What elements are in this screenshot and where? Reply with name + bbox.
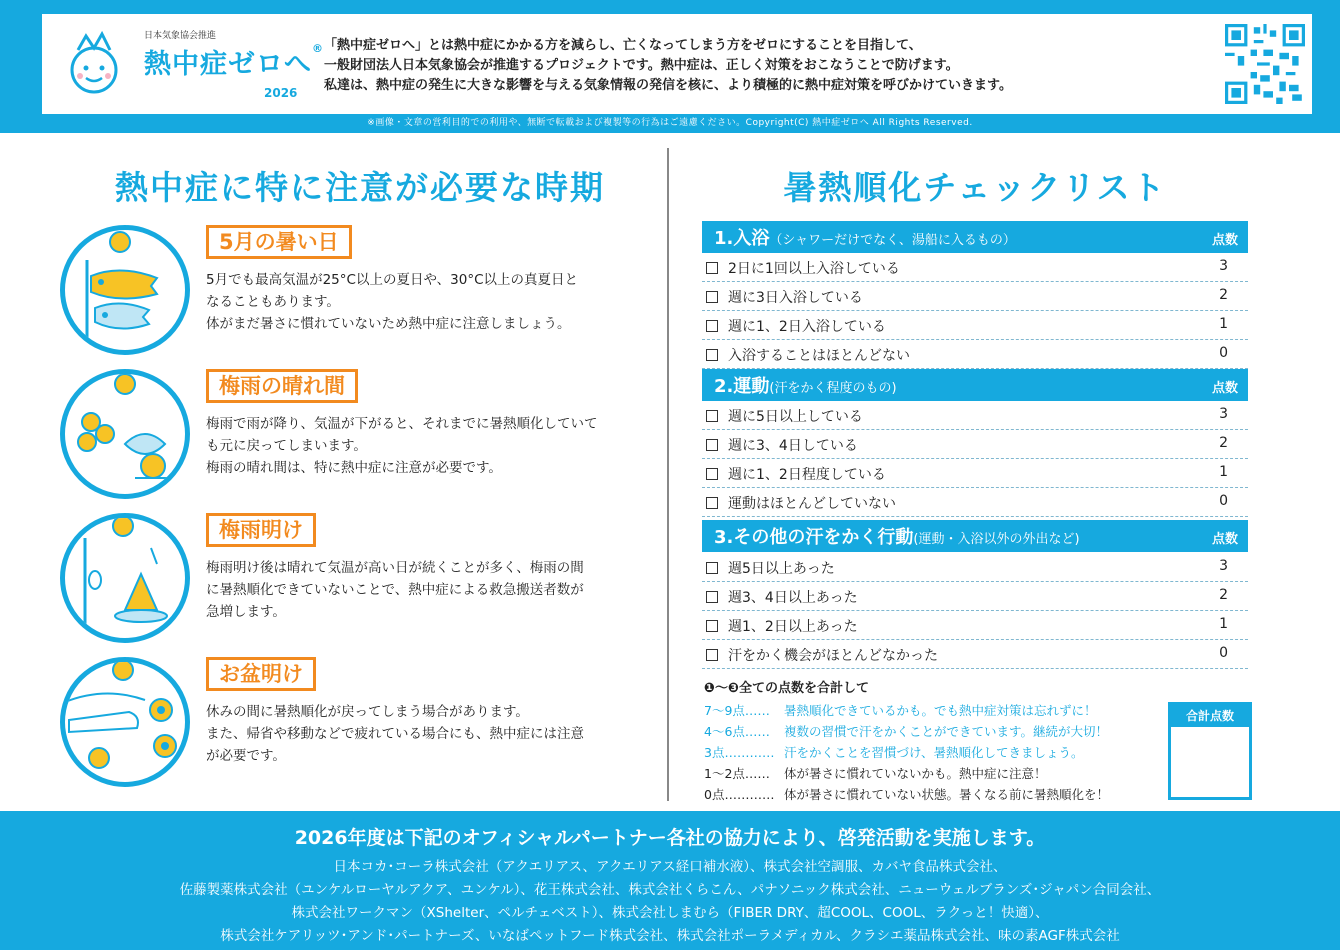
points-header: 点数: [1211, 233, 1238, 248]
section-bathing-header: [702, 221, 1248, 253]
checkbox[interactable]: [706, 562, 718, 574]
checkbox[interactable]: [706, 649, 718, 661]
logo-sub: 日本気象協会推進: [144, 31, 217, 41]
period-desc: [206, 269, 656, 335]
period-may: [60, 225, 660, 365]
partners-heading: 2026年度は下記のオフィシャルパートナー各社の協力により、啓発活動を実施します。: [294, 827, 1046, 849]
row-score: 1: [1219, 464, 1228, 480]
row-score: 2: [1219, 287, 1228, 303]
train-sunflower-icon: [60, 657, 190, 787]
section-title-text: 1.入浴: [714, 228, 770, 249]
partners-line: 株式会社ケアリッツ･アンド･パートナーズ、いなばペットフード株式会社、株式会社ポーラメディカル、クラシエ薬品株式会社、味の素AGF株式会社: [220, 928, 1120, 944]
period-desc-line: 梅雨の晴れ間は、特に熱中症に注意が必要です。: [206, 460, 502, 476]
section-note: (運動・入浴以外の外出など): [913, 532, 1080, 547]
left-title: 熱中症に特に注意が必要な時期: [115, 168, 605, 207]
row-label: 週に1、2日入浴している: [728, 319, 886, 335]
row-score: 1: [1219, 616, 1228, 632]
row-score: 3: [1219, 258, 1228, 274]
registered-mark: ®: [312, 42, 324, 55]
section-note: （シャワーだけでなく、湯船に入るもの）: [769, 233, 1016, 248]
total-score-label: 合計点数: [1171, 705, 1249, 727]
section-title: [714, 224, 1016, 250]
checkbox[interactable]: [706, 620, 718, 632]
row-label: 週5日以上あった: [728, 561, 835, 577]
row-score: 0: [1219, 345, 1228, 361]
checklist-row[interactable]: [702, 640, 1248, 669]
intro-line: 「熱中症ゼロへ」とは熱中症にかかる方を減らし、亡くなってしまう方をゼロにすることを目指して、: [324, 38, 922, 53]
period-rainy-end: [60, 513, 660, 653]
mascot-icon: [64, 24, 128, 104]
checklist-row[interactable]: [702, 311, 1248, 340]
checkbox[interactable]: [706, 468, 718, 480]
checkbox[interactable]: [706, 439, 718, 451]
row-score: 2: [1219, 587, 1228, 603]
row-score: 0: [1219, 493, 1228, 509]
row-label: 週に3日入浴している: [728, 290, 863, 306]
row-label: 週1、2日以上あった: [728, 619, 858, 635]
partners-footer: [0, 811, 1340, 950]
period-desc-line: 休みの間に暑熱順化が戻ってしまう場合があります。: [206, 704, 529, 720]
row-score: 2: [1219, 435, 1228, 451]
checklist-row[interactable]: [702, 582, 1248, 611]
result-line: [704, 743, 1084, 761]
row-score: 3: [1219, 406, 1228, 422]
result-line: [704, 764, 1047, 782]
section-title-text: 2.運動: [714, 376, 770, 397]
period-desc-line: 体がまだ暑さに慣れていないため熱中症に注意しましょう。: [206, 316, 571, 332]
period-desc-line: も元に戻ってしまいます。: [206, 438, 367, 454]
section-exercise-header: [702, 369, 1248, 401]
period-desc-line: 梅雨で雨が降り、気温が下がると、それまでに暑熱順化していて: [206, 416, 598, 432]
result-range: 1～2点……: [704, 766, 770, 781]
period-obon-end: [60, 657, 660, 797]
period-desc: [206, 413, 656, 479]
section-note: (汗をかく程度のもの): [769, 381, 897, 396]
watermelon-beetle-icon: [60, 513, 190, 643]
checkbox[interactable]: [706, 497, 718, 509]
checklist-row[interactable]: [702, 401, 1248, 430]
total-score-box[interactable]: [1168, 702, 1252, 800]
checklist-row[interactable]: [702, 611, 1248, 640]
row-label: 2日に1回以上入浴している: [728, 261, 900, 277]
period-label: お盆明け: [206, 657, 316, 691]
section-other-header: [702, 520, 1248, 552]
header-box: [42, 14, 1312, 114]
period-desc: [206, 557, 656, 623]
intro-text: [324, 36, 1204, 96]
partners-line: 株式会社ワークマン（XShelter、ペルチェベスト）、株式会社しまむら（FIBER DRY、超COOL、COOL、ラクっと！快適）、: [291, 905, 1049, 921]
checkbox[interactable]: [706, 291, 718, 303]
result-text: 体が暑さに慣れていない状態。暑くなる前に暑熱順化を！: [784, 787, 1110, 802]
period-desc-line: に暑熱順化できていないことで、熱中症による救急搬送者数が: [206, 582, 584, 598]
qr-code-icon[interactable]: [1225, 24, 1305, 104]
intro-line: 一般財団法人日本気象協会が推進するプロジェクトです。熱中症は、正しく対策をおこなうことで防げます。: [324, 58, 959, 73]
points-header: 点数: [1211, 532, 1238, 547]
result-range: 3点…………: [704, 745, 775, 760]
row-label: 週に5日以上している: [728, 409, 863, 425]
period-rainy-break: [60, 369, 660, 509]
row-score: 3: [1219, 558, 1228, 574]
section-title: [714, 372, 897, 398]
checklist-title: 暑熱順化チェックリスト: [783, 168, 1167, 207]
checklist-row[interactable]: [702, 430, 1248, 459]
section-title-text: 3.その他の汗をかく行動: [714, 527, 914, 548]
result-text: 複数の習慣で汗をかくことができています。継続が大切！: [784, 724, 1109, 739]
logo-title: [144, 42, 324, 81]
checklist-row[interactable]: [702, 253, 1248, 282]
logo: [64, 24, 324, 108]
result-text: 体が暑さに慣れていないかも。熱中症に注意！: [784, 766, 1047, 781]
checklist-row[interactable]: [702, 553, 1248, 582]
sum-instruction: ❶～❸全ての点数を合計して: [704, 681, 870, 696]
result-line: [704, 701, 1097, 719]
period-desc-line: なることもあります。: [206, 294, 340, 310]
result-range: 4～6点……: [704, 724, 770, 739]
period-desc: [206, 701, 656, 767]
period-desc-line: 梅雨明け後は晴れて気温が高い日が続くことが多く、梅雨の間: [206, 560, 584, 576]
result-line: [704, 722, 1108, 740]
checkbox[interactable]: [706, 349, 718, 361]
row-label: 週に1、2日程度している: [728, 467, 886, 483]
period-desc-line: また、帰省や移動などで疲れている場合にも、熱中症には注意: [206, 726, 584, 742]
row-score: 1: [1219, 316, 1228, 332]
hydrangea-snail-icon: [60, 369, 190, 499]
row-label: 週に3、4日している: [728, 438, 858, 454]
checklist-row[interactable]: [702, 340, 1248, 369]
carp-streamer-icon: [60, 225, 190, 355]
section-title: [714, 523, 1080, 549]
logo-year: 2026: [264, 86, 298, 100]
row-score: 0: [1219, 645, 1228, 661]
partners-line: 日本コカ･コーラ株式会社（アクエリアス、アクエリアス経口補水液）、株式会社空調服、カバヤ食品株式会社、: [333, 859, 1007, 875]
checklist-row[interactable]: [702, 459, 1248, 488]
row-label: 汗をかく機会がほとんどなかった: [728, 648, 938, 664]
checklist-row[interactable]: [702, 282, 1248, 311]
logo-title-text: 熱中症ゼロへ: [144, 49, 312, 80]
period-desc-line: 急増します。: [206, 604, 286, 620]
row-label: 週3、4日以上あった: [728, 590, 858, 606]
checkbox[interactable]: [706, 320, 718, 332]
column-divider: [667, 148, 669, 801]
row-label: 運動はほとんどしていない: [728, 496, 896, 512]
result-text: 暑熱順化できているかも。でも熱中症対策は忘れずに！: [784, 703, 1097, 718]
period-desc-line: が必要です。: [206, 748, 286, 764]
checkbox[interactable]: [706, 591, 718, 603]
period-label: 梅雨明け: [206, 513, 316, 547]
result-range: 0点…………: [704, 787, 775, 802]
checkbox[interactable]: [706, 410, 718, 422]
checkbox[interactable]: [706, 262, 718, 274]
header-band: [0, 0, 1340, 133]
partners-line: 佐藤製薬株式会社（ユンケルローヤルアクア、ユンケル）、花王株式会社、株式会社くらこん、パナソニック株式会社、ニューウェルブランズ･ジャパン合同会社、: [179, 882, 1161, 898]
checklist-row[interactable]: [702, 488, 1248, 517]
row-label: 入浴することはほとんどない: [728, 348, 910, 364]
period-label: 梅雨の晴れ間: [206, 369, 358, 403]
copyright-notice: ※画像・文章の営利目的での利用や、無断で転載および複製等の行為はご遠慮ください。Copyright(C) 熱中症ゼロへ All Rights Reserved.: [367, 118, 973, 128]
result-line: [704, 785, 1109, 803]
period-label: 5月の暑い日: [206, 225, 352, 259]
period-desc-line: 5月でも最高気温が25°C以上の夏日や、30°C以上の真夏日と: [206, 272, 579, 288]
points-header: 点数: [1211, 381, 1238, 396]
intro-line: 私達は、熱中症の発生に大きな影響を与える気象情報の発信を核に、より積極的に熱中症対策を呼びかけていきます。: [324, 78, 1012, 93]
result-text: 汗をかくことを習慣づけ、暑熱順化してきましょう。: [784, 745, 1084, 760]
result-range: 7～9点……: [704, 703, 770, 718]
